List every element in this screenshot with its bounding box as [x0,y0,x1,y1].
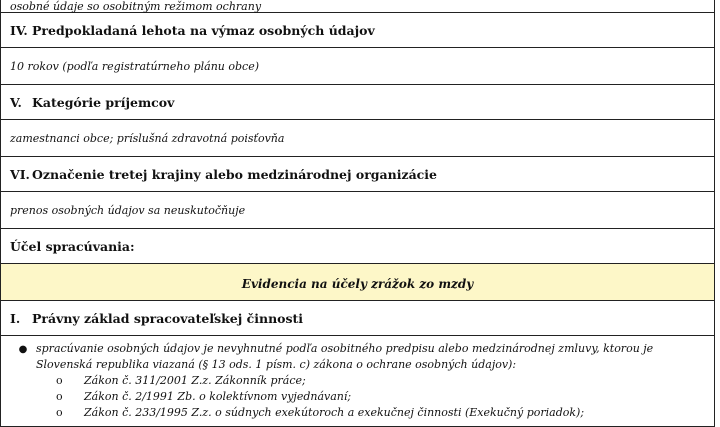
cut-row [1,0,715,13]
retention-period: 10 rokov (podľa registratúrneho plánu obce) [1,48,715,85]
cut-row-text: osobné údaje so osobitným režimom ochrany [10,0,262,13]
section-title: Kategórie príjemcov [32,94,175,110]
section-number: I. [10,310,21,326]
bullet-icon: ● [18,344,28,355]
recipient-categories: zamestnanci obce; príslušná zdravotná poisťovňa [1,120,715,157]
purpose-label-row [1,229,715,264]
section-iv-heading [1,13,715,48]
law-item [56,405,705,421]
section-vi-value [1,192,715,229]
legal-basis-text: spracúvanie osobných údajov je nevyhnutné podľa osobitného predpisu alebo medzinárodnej zmluvy, ktorou je Slovenská republika viazaná (§ 13 ods. 1 písm. c) zákona o ochrane osobných údajov): [36,342,654,371]
law-item-text: Zákon č. 311/2001 Z.z. Zákonník práce; [84,374,306,387]
section-iv-value [1,48,715,85]
legal-basis-row [1,336,715,427]
section-number: VI. [10,166,30,182]
section-number: IV. [10,22,28,38]
section-v-heading [1,85,715,120]
law-item-text: Zákon č. 233/1995 Z.z. o súdnych exekútoroch a exekučnej činnosti (Exekučný poriadok); [84,406,585,419]
law-item [56,389,705,405]
circle-bullet-icon: o [56,406,63,419]
circle-bullet-icon: o [56,374,63,387]
purpose-title: Evidencia na účely zrážok zo mzdy [241,276,474,291]
circle-bullet-icon: o [56,390,63,403]
law-item [56,373,705,389]
purpose-title-row [1,264,715,301]
section-i-heading [1,301,715,336]
section-v-value [1,120,715,157]
legal-basis-bullet [10,341,705,373]
section-vi-heading [1,157,715,192]
section-title: Označenie tretej krajiny alebo medzinárodnej organizácie [32,166,437,182]
third-country-transfer: prenos osobných údajov sa neuskutočňuje [1,192,715,229]
section-title: Právny základ spracovateľskej činnosti [32,310,304,326]
section-title: Predpokladaná lehota na výmaz osobných údajov [32,22,375,38]
law-item-text: Zákon č. 2/1991 Zb. o kolektívnom vyjednávaní; [84,390,352,403]
section-number: V. [10,94,22,110]
purpose-label: Účel spracúvania: [1,229,715,264]
